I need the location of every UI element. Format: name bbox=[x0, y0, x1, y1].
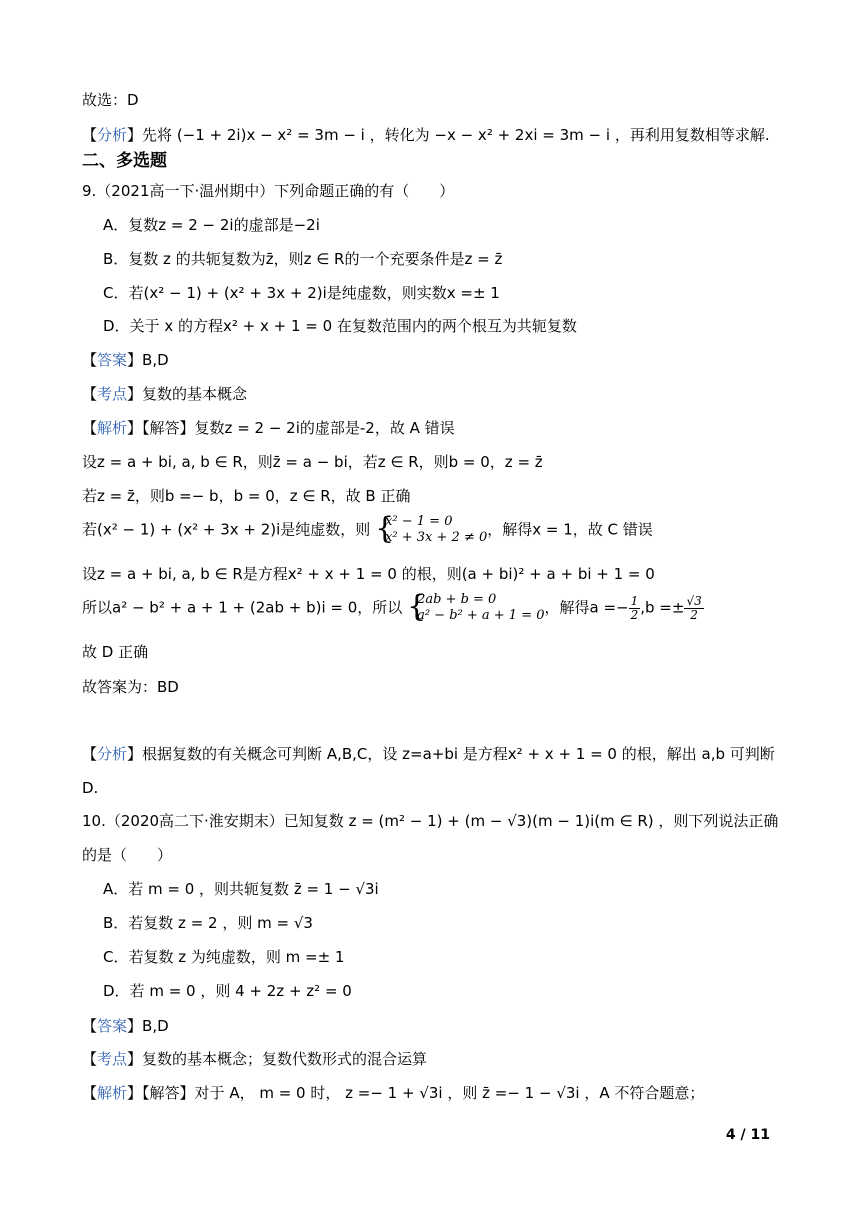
fraction-b: $\frac{√3}{2}$ bbox=[686, 593, 702, 622]
q8-answer-line: 故选：D bbox=[82, 91, 139, 109]
equation-system-1: { x² − 1 = 0 x² + 3x + 2 ≠ 0 bbox=[375, 514, 487, 546]
q10-stem-line-2: 的是（ ） bbox=[82, 846, 173, 864]
q9-solution-line-3: 若z = z̄，则b =− b，b = 0，z ∈ R，故 B 正确 bbox=[82, 487, 411, 505]
q9-solution-line-8: 故答案为：BD bbox=[82, 678, 179, 696]
analysis-tag: 【分析】 bbox=[82, 126, 143, 144]
q10-option-d: D．若 m = 0 ，则 4 + 2z + z² = 0 bbox=[103, 982, 352, 1000]
q9-solution-line-2: 设z = a + bi, a, b ∈ R，则z̄ = a − bi，若z ∈ R，则b = 0，z = z̄ bbox=[82, 453, 543, 471]
q9-solution-line-5: 设z = a + bi, a, b ∈ R是方程x² + x + 1 = 0 的根，则(a + bi)² + a + bi + 1 = 0 bbox=[82, 565, 655, 583]
point-tag: 【考点】 bbox=[82, 385, 143, 403]
q9-solution-line-6: 所以a² − b² + a + 1 + (2ab + b)i = 0，所以 { 2ab + b = 0 a² − b² + a + 1 = 0 ，解得a =− $\frac{1}{2}$ ,b =± $\frac{√3}{2}$ bbox=[82, 592, 704, 624]
point-tag: 【考点】 bbox=[82, 1050, 143, 1068]
q9-stem: 9.（2021高一下·温州期中）下列命题正确的有（ ） bbox=[82, 182, 455, 200]
page-number: 4 / 11 bbox=[725, 1127, 770, 1143]
q9-point: 【考点】复数的基本概念 bbox=[82, 385, 248, 403]
solution-tag: 【解析】 bbox=[82, 419, 143, 437]
q9-option-c: C．若(x² − 1) + (x² + 3x + 2)i是纯虚数，则实数x =± 1 bbox=[103, 284, 500, 302]
q9-analysis-line-1: 【分析】根据复数的有关概念可判断 A,B,C，设 z=a+bi 是方程x² + x + 1 = 0 的根，解出 a,b 可判断 bbox=[82, 745, 775, 763]
q9-solution-line-7: 故 D 正确 bbox=[82, 643, 149, 661]
answer-tag: 【答案】 bbox=[82, 1017, 143, 1035]
q10-point: 【考点】复数的基本概念；复数代数形式的混合运算 bbox=[82, 1050, 428, 1068]
analysis-tag: 【分析】 bbox=[82, 745, 143, 763]
q10-solution-line-1: 【解析】【解答】对于 A， m = 0 时， z =− 1 + √3i ，则 z̄ =− 1 − √3i ，A 不符合题意； bbox=[82, 1084, 705, 1102]
q9-option-b: B．复数 z 的共轭复数为z̄，则z ∈ R的一个充要条件是z = z̄ bbox=[103, 250, 503, 268]
q9-analysis-line-2: D. bbox=[82, 779, 99, 797]
q10-stem-line-1: 10.（2020高二下·淮安期末）已知复数 z = (m² − 1) + (m − √3)(m − 1)i(m ∈ R) ，则下列说法正确 bbox=[82, 812, 779, 830]
q9-option-d: D．关于 x 的方程x² + x + 1 = 0 在复数范围内的两个根互为共轭复数 bbox=[103, 317, 577, 335]
answer-tag: 【答案】 bbox=[82, 351, 143, 369]
q8-analysis bbox=[82, 125, 770, 145]
q10-option-b: B．若复数 z = 2 ，则 m = √3 bbox=[103, 914, 313, 932]
equation-system-2: { 2ab + b = 0 a² − b² + a + 1 = 0 bbox=[407, 592, 544, 624]
q9-solution-line-4: 若(x² − 1) + (x² + 3x + 2)i是纯虚数，则 { x² − 1 = 0 x² + 3x + 2 ≠ 0 ，解得x = 1，故 C 错误 bbox=[82, 514, 653, 546]
q9-answer: 【答案】B,D bbox=[82, 351, 169, 369]
q9-option-a: A．复数z = 2 − 2i的虚部是−2i bbox=[103, 216, 320, 234]
q9-solution-line-1: 【解析】【解答】复数z = 2 − 2i的虚部是-2，故 A 错误 bbox=[82, 419, 455, 437]
fraction-a: $\frac{1}{2}$ bbox=[630, 593, 639, 622]
q8-analysis-text: 先将 (−1 + 2i)x − x² = 3m − i ，转化为 −x − x² + 2xi = 3m − i ，再利用复数相等求解. bbox=[142, 126, 770, 144]
section-title: 二、多选题 bbox=[82, 151, 167, 171]
q10-option-c: C．若复数 z 为纯虚数，则 m =± 1 bbox=[103, 948, 345, 966]
q10-option-a: A．若 m = 0 ，则共轭复数 z̄ = 1 − √3i bbox=[103, 880, 379, 898]
q10-answer: 【答案】B,D bbox=[82, 1017, 169, 1035]
solution-tag: 【解析】 bbox=[82, 1084, 143, 1102]
